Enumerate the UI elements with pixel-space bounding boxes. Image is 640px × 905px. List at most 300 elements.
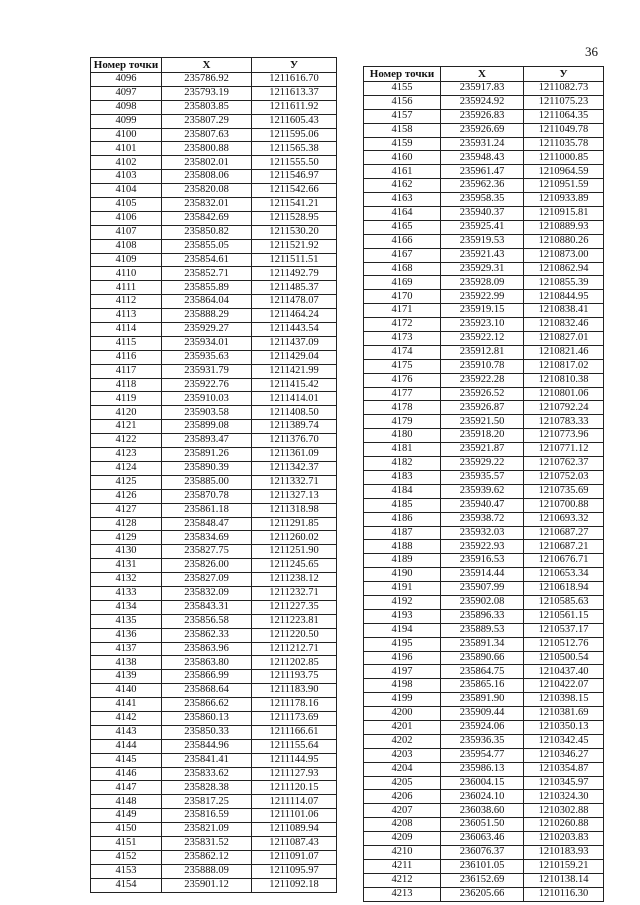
- table-row: [364, 554, 604, 568]
- point-number-cell: 4196: [364, 651, 441, 665]
- point-number-cell: 4142: [91, 711, 162, 725]
- table-row: [364, 540, 604, 554]
- table-row: [91, 725, 337, 739]
- table-header-row: [91, 58, 337, 73]
- x-cell: 235816.59: [162, 809, 252, 823]
- table-row: [364, 415, 604, 429]
- y-cell: 1211421.99: [252, 364, 337, 378]
- table-row: [91, 378, 337, 392]
- point-number-cell: 4197: [364, 665, 441, 679]
- point-number-cell: 4130: [91, 545, 162, 559]
- x-cell: 235864.75: [441, 665, 524, 679]
- y-cell: 1210844.95: [524, 290, 604, 304]
- y-cell: 1211414.01: [252, 392, 337, 406]
- point-number-cell: 4144: [91, 739, 162, 753]
- point-number-cell: 4100: [91, 128, 162, 142]
- point-number-cell: 4204: [364, 762, 441, 776]
- y-cell: 1211227.35: [252, 600, 337, 614]
- y-cell: 1210801.06: [524, 387, 604, 401]
- point-number-cell: 4191: [364, 582, 441, 596]
- x-cell: 235866.99: [162, 670, 252, 684]
- x-cell: 235870.78: [162, 489, 252, 503]
- header-x: X: [162, 58, 252, 73]
- x-cell: 235842.69: [162, 211, 252, 225]
- table-row: [91, 698, 337, 712]
- y-cell: 1210512.76: [524, 637, 604, 651]
- y-cell: 1210422.07: [524, 679, 604, 693]
- point-number-cell: 4167: [364, 248, 441, 262]
- y-cell: 1211075.23: [524, 95, 604, 109]
- x-cell: 235848.47: [162, 517, 252, 531]
- point-number-cell: 4146: [91, 767, 162, 781]
- y-cell: 1211464.24: [252, 309, 337, 323]
- x-cell: 235803.85: [162, 100, 252, 114]
- table-row: [91, 170, 337, 184]
- point-number-cell: 4154: [91, 878, 162, 892]
- x-cell: 235832.01: [162, 198, 252, 212]
- y-cell: 1210537.17: [524, 623, 604, 637]
- x-cell: 235948.43: [441, 151, 524, 165]
- point-number-cell: 4193: [364, 609, 441, 623]
- table-row: [364, 179, 604, 193]
- x-cell: 236004.15: [441, 776, 524, 790]
- point-number-cell: 4158: [364, 123, 441, 137]
- table-row: [91, 336, 337, 350]
- y-cell: 1210773.96: [524, 429, 604, 443]
- y-cell: 1210735.69: [524, 484, 604, 498]
- point-number-cell: 4166: [364, 234, 441, 248]
- y-cell: 1210889.93: [524, 220, 604, 234]
- point-number-cell: 4121: [91, 420, 162, 434]
- table-body-left: [91, 73, 337, 893]
- x-cell: 235827.75: [162, 545, 252, 559]
- y-cell: 1210159.21: [524, 859, 604, 873]
- table-row: [364, 207, 604, 221]
- table-row: [364, 873, 604, 887]
- point-number-cell: 4106: [91, 211, 162, 225]
- table-row: [91, 100, 337, 114]
- point-number-cell: 4120: [91, 406, 162, 420]
- point-number-cell: 4139: [91, 670, 162, 684]
- table-row: [364, 345, 604, 359]
- point-number-cell: 4185: [364, 498, 441, 512]
- x-cell: 235926.52: [441, 387, 524, 401]
- table-row: [364, 707, 604, 721]
- table-body-right: [364, 82, 604, 902]
- point-number-cell: 4151: [91, 836, 162, 850]
- y-cell: 1211166.61: [252, 725, 337, 739]
- x-cell: 235862.33: [162, 628, 252, 642]
- y-cell: 1210116.30: [524, 887, 604, 901]
- table-row: [91, 73, 337, 87]
- y-cell: 1210951.59: [524, 179, 604, 193]
- point-number-cell: 4175: [364, 359, 441, 373]
- x-cell: 235890.39: [162, 461, 252, 475]
- x-cell: 235850.82: [162, 225, 252, 239]
- point-number-cell: 4109: [91, 253, 162, 267]
- point-number-cell: 4207: [364, 804, 441, 818]
- y-cell: 1211546.97: [252, 170, 337, 184]
- x-cell: 235938.72: [441, 512, 524, 526]
- table-row: [91, 628, 337, 642]
- table-row: [91, 517, 337, 531]
- x-cell: 235922.12: [441, 332, 524, 346]
- x-cell: 235935.57: [441, 470, 524, 484]
- point-number-cell: 4171: [364, 304, 441, 318]
- table-row: [91, 267, 337, 281]
- x-cell: 236152.69: [441, 873, 524, 887]
- y-cell: 1210561.15: [524, 609, 604, 623]
- x-cell: 235888.09: [162, 864, 252, 878]
- y-cell: 1211220.50: [252, 628, 337, 642]
- y-cell: 1210585.63: [524, 595, 604, 609]
- x-cell: 235910.78: [441, 359, 524, 373]
- y-cell: 1210687.21: [524, 540, 604, 554]
- point-number-cell: 4126: [91, 489, 162, 503]
- table-row: [91, 434, 337, 448]
- point-number-cell: 4140: [91, 684, 162, 698]
- x-cell: 235817.25: [162, 795, 252, 809]
- table-row: [91, 350, 337, 364]
- y-cell: 1211114.07: [252, 795, 337, 809]
- y-cell: 1210771.12: [524, 443, 604, 457]
- point-number-cell: 4157: [364, 109, 441, 123]
- y-cell: 1211408.50: [252, 406, 337, 420]
- y-cell: 1210203.83: [524, 832, 604, 846]
- y-cell: 1211127.93: [252, 767, 337, 781]
- y-cell: 1211202.85: [252, 656, 337, 670]
- table-row: [364, 373, 604, 387]
- point-number-cell: 4176: [364, 373, 441, 387]
- y-cell: 1210653.34: [524, 568, 604, 582]
- table-row: [364, 318, 604, 332]
- x-cell: 235855.89: [162, 281, 252, 295]
- table-row: [364, 276, 604, 290]
- table-row: [364, 82, 604, 96]
- table-row: [364, 859, 604, 873]
- x-cell: 235932.03: [441, 526, 524, 540]
- point-number-cell: 4168: [364, 262, 441, 276]
- point-number-cell: 4181: [364, 443, 441, 457]
- x-cell: 235917.83: [441, 82, 524, 96]
- table-row: [364, 95, 604, 109]
- x-cell: 235891.26: [162, 448, 252, 462]
- table-row: [364, 429, 604, 443]
- y-cell: 1211193.75: [252, 670, 337, 684]
- table-row: [364, 290, 604, 304]
- y-cell: 1211595.06: [252, 128, 337, 142]
- point-number-cell: 4184: [364, 484, 441, 498]
- y-cell: 1211605.43: [252, 114, 337, 128]
- y-cell: 1210138.14: [524, 873, 604, 887]
- table-row: [364, 498, 604, 512]
- point-number-cell: 4186: [364, 512, 441, 526]
- y-cell: 1211238.12: [252, 573, 337, 587]
- point-number-cell: 4147: [91, 781, 162, 795]
- point-number-cell: 4123: [91, 448, 162, 462]
- table-row: [364, 457, 604, 471]
- x-cell: 235862.12: [162, 850, 252, 864]
- x-cell: 235918.20: [441, 429, 524, 443]
- point-number-cell: 4211: [364, 859, 441, 873]
- x-cell: 235931.79: [162, 364, 252, 378]
- point-number-cell: 4108: [91, 239, 162, 253]
- table-row: [364, 526, 604, 540]
- table-row: [364, 484, 604, 498]
- y-cell: 1211291.85: [252, 517, 337, 531]
- table-header-row: [364, 67, 604, 82]
- x-cell: 235861.18: [162, 503, 252, 517]
- x-cell: 235854.61: [162, 253, 252, 267]
- x-cell: 235863.96: [162, 642, 252, 656]
- y-cell: 1211232.71: [252, 586, 337, 600]
- point-number-cell: 4150: [91, 823, 162, 837]
- x-cell: 235928.09: [441, 276, 524, 290]
- table-row: [364, 748, 604, 762]
- y-cell: 1211437.09: [252, 336, 337, 350]
- x-cell: 235926.87: [441, 401, 524, 415]
- table-row: [364, 123, 604, 137]
- table-row: [364, 720, 604, 734]
- table-row: [91, 156, 337, 170]
- table-row: [91, 711, 337, 725]
- y-cell: 1211035.78: [524, 137, 604, 151]
- x-cell: 235914.44: [441, 568, 524, 582]
- point-number-cell: 4148: [91, 795, 162, 809]
- point-number-cell: 4179: [364, 415, 441, 429]
- y-cell: 1210676.71: [524, 554, 604, 568]
- table-row: [91, 475, 337, 489]
- x-cell: 235924.06: [441, 720, 524, 734]
- y-cell: 1211361.09: [252, 448, 337, 462]
- y-cell: 1210687.27: [524, 526, 604, 540]
- x-cell: 235929.22: [441, 457, 524, 471]
- table-row: [91, 531, 337, 545]
- point-number-cell: 4112: [91, 295, 162, 309]
- table-row: [364, 470, 604, 484]
- table-row: [91, 128, 337, 142]
- table-row: [364, 887, 604, 901]
- point-number-cell: 4208: [364, 818, 441, 832]
- x-cell: 235958.35: [441, 193, 524, 207]
- x-cell: 235961.47: [441, 165, 524, 179]
- table-row: [364, 109, 604, 123]
- y-cell: 1210792.24: [524, 401, 604, 415]
- point-number-cell: 4119: [91, 392, 162, 406]
- y-cell: 1210933.89: [524, 193, 604, 207]
- x-cell: 235940.37: [441, 207, 524, 221]
- y-cell: 1211183.90: [252, 684, 337, 698]
- x-cell: 235821.09: [162, 823, 252, 837]
- y-cell: 1210350.13: [524, 720, 604, 734]
- y-cell: 1210324.30: [524, 790, 604, 804]
- table-row: [91, 767, 337, 781]
- table-row: [91, 656, 337, 670]
- point-number-cell: 4098: [91, 100, 162, 114]
- table-row: [91, 586, 337, 600]
- table-row: [91, 864, 337, 878]
- y-cell: 1211212.71: [252, 642, 337, 656]
- x-cell: 235863.80: [162, 656, 252, 670]
- point-number-cell: 4096: [91, 73, 162, 87]
- y-cell: 1211613.37: [252, 86, 337, 100]
- x-cell: 235922.28: [441, 373, 524, 387]
- table-row: [91, 614, 337, 628]
- x-cell: 235929.27: [162, 323, 252, 337]
- point-number-cell: 4174: [364, 345, 441, 359]
- point-number-cell: 4143: [91, 725, 162, 739]
- point-number-cell: 4203: [364, 748, 441, 762]
- table-row: [91, 420, 337, 434]
- point-number-cell: 4124: [91, 461, 162, 475]
- point-number-cell: 4162: [364, 179, 441, 193]
- x-cell: 235924.92: [441, 95, 524, 109]
- point-number-cell: 4113: [91, 309, 162, 323]
- point-number-cell: 4141: [91, 698, 162, 712]
- table-row: [91, 795, 337, 809]
- table-row: [91, 239, 337, 253]
- point-number-cell: 4128: [91, 517, 162, 531]
- y-cell: 1211332.71: [252, 475, 337, 489]
- x-cell: 235940.47: [441, 498, 524, 512]
- y-cell: 1210700.88: [524, 498, 604, 512]
- y-cell: 1210838.41: [524, 304, 604, 318]
- coordinates-table-left: [90, 57, 337, 893]
- table-row: [91, 225, 337, 239]
- point-number-cell: 4178: [364, 401, 441, 415]
- x-cell: 235852.71: [162, 267, 252, 281]
- y-cell: 1210183.93: [524, 845, 604, 859]
- point-number-cell: 4103: [91, 170, 162, 184]
- table-row: [91, 448, 337, 462]
- table-row: [91, 878, 337, 892]
- y-cell: 1210915.81: [524, 207, 604, 221]
- y-cell: 1210260.88: [524, 818, 604, 832]
- point-number-cell: 4213: [364, 887, 441, 901]
- point-number-cell: 4104: [91, 184, 162, 198]
- point-number-cell: 4194: [364, 623, 441, 637]
- x-cell: 235926.83: [441, 109, 524, 123]
- x-cell: 235896.33: [441, 609, 524, 623]
- y-cell: 1211376.70: [252, 434, 337, 448]
- table-row: [364, 359, 604, 373]
- point-number-cell: 4099: [91, 114, 162, 128]
- point-number-cell: 4198: [364, 679, 441, 693]
- y-cell: 1211155.64: [252, 739, 337, 753]
- x-cell: 235903.58: [162, 406, 252, 420]
- table-row: [364, 568, 604, 582]
- point-number-cell: 4209: [364, 832, 441, 846]
- table-row: [364, 679, 604, 693]
- y-cell: 1211528.95: [252, 211, 337, 225]
- y-cell: 1211611.92: [252, 100, 337, 114]
- y-cell: 1210342.45: [524, 734, 604, 748]
- x-cell: 235934.01: [162, 336, 252, 350]
- point-number-cell: 4153: [91, 864, 162, 878]
- x-cell: 235885.00: [162, 475, 252, 489]
- x-cell: 236063.46: [441, 832, 524, 846]
- x-cell: 235935.63: [162, 350, 252, 364]
- x-cell: 235843.31: [162, 600, 252, 614]
- x-cell: 236051.50: [441, 818, 524, 832]
- point-number-cell: 4169: [364, 276, 441, 290]
- point-number-cell: 4210: [364, 845, 441, 859]
- point-number-cell: 4097: [91, 86, 162, 100]
- x-cell: 235922.76: [162, 378, 252, 392]
- point-number-cell: 4195: [364, 637, 441, 651]
- table-row: [91, 309, 337, 323]
- x-cell: 236038.60: [441, 804, 524, 818]
- x-cell: 235962.36: [441, 179, 524, 193]
- x-cell: 235855.05: [162, 239, 252, 253]
- table-row: [91, 323, 337, 337]
- point-number-cell: 4189: [364, 554, 441, 568]
- x-cell: 235833.62: [162, 767, 252, 781]
- y-cell: 1210817.02: [524, 359, 604, 373]
- table-row: [364, 637, 604, 651]
- table-row: [91, 503, 337, 517]
- y-cell: 1211091.07: [252, 850, 337, 864]
- table-row: [364, 193, 604, 207]
- point-number-cell: 4187: [364, 526, 441, 540]
- point-number-cell: 4156: [364, 95, 441, 109]
- y-cell: 1211443.54: [252, 323, 337, 337]
- point-number-cell: 4206: [364, 790, 441, 804]
- table-row: [364, 651, 604, 665]
- point-number-cell: 4177: [364, 387, 441, 401]
- x-cell: 235954.77: [441, 748, 524, 762]
- point-number-cell: 4107: [91, 225, 162, 239]
- table-row: [364, 387, 604, 401]
- x-cell: 235808.06: [162, 170, 252, 184]
- table-row: [364, 776, 604, 790]
- y-cell: 1210810.38: [524, 373, 604, 387]
- table-row: [91, 198, 337, 212]
- y-cell: 1210873.00: [524, 248, 604, 262]
- x-cell: 235827.09: [162, 573, 252, 587]
- y-cell: 1211318.98: [252, 503, 337, 517]
- x-cell: 235856.58: [162, 614, 252, 628]
- table-row: [364, 137, 604, 151]
- x-cell: 235986.13: [441, 762, 524, 776]
- x-cell: 235922.93: [441, 540, 524, 554]
- y-cell: 1211389.74: [252, 420, 337, 434]
- y-cell: 1211245.65: [252, 559, 337, 573]
- table-row: [91, 836, 337, 850]
- y-cell: 1211087.43: [252, 836, 337, 850]
- table-row: [364, 332, 604, 346]
- header-point-number: Номер точки: [91, 58, 162, 73]
- x-cell: 235826.00: [162, 559, 252, 573]
- y-cell: 1211120.15: [252, 781, 337, 795]
- y-cell: 1210398.15: [524, 693, 604, 707]
- y-cell: 1211492.79: [252, 267, 337, 281]
- x-cell: 235802.01: [162, 156, 252, 170]
- table-row: [364, 734, 604, 748]
- table-row: [91, 489, 337, 503]
- table-row: [91, 642, 337, 656]
- point-number-cell: 4155: [364, 82, 441, 96]
- table-row: [91, 600, 337, 614]
- point-number-cell: 4182: [364, 457, 441, 471]
- table-row: [91, 211, 337, 225]
- x-cell: 235866.62: [162, 698, 252, 712]
- table-row: [91, 364, 337, 378]
- point-number-cell: 4160: [364, 151, 441, 165]
- y-cell: 1210693.32: [524, 512, 604, 526]
- y-cell: 1211082.73: [524, 82, 604, 96]
- table-row: [364, 665, 604, 679]
